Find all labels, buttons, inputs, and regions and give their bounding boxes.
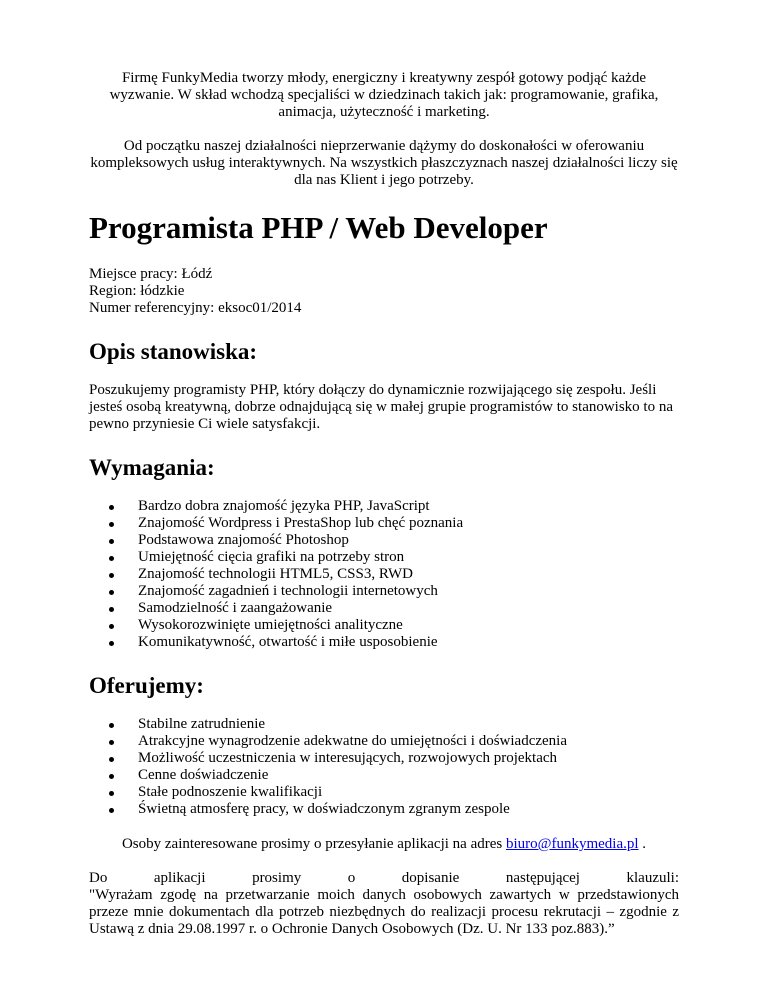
list-item: Samodzielność i zaangażowanie (138, 600, 679, 617)
clause-intro-line (89, 870, 679, 887)
list-item: Stałe podnoszenie kwalifikacji (138, 784, 679, 801)
list-item: Cenne doświadczenie (138, 767, 679, 784)
job-reference: Numer referencyjny: eksoc01/2014 (89, 300, 302, 316)
list-item: Atrakcyjne wynagrodzenie adekwatne do umiejętności i doświadczenia (138, 733, 679, 750)
job-location: Miejsce pracy: Łódź (89, 266, 213, 282)
list-item: Znajomość zagadnień i technologii internetowych (138, 583, 679, 600)
intro-paragraph-2: Od początku naszej działalności nieprzerwanie dążymy do doskonałości w oferowaniu kompleksowych usług interaktywnych. Na wszystkich płaszczyznach naszej działalności liczy się dla nas Klient i jego potrzeby. (90, 138, 678, 188)
clause-word: o (347, 870, 356, 886)
clause-word: dopisanie (401, 870, 460, 886)
description-text: Poszukujemy programisty PHP, który dołączy do dynamicznie rozwijającego się zespołu. Jeśli jesteś osobą kreatywną, dobrze odnajdującą się w małej grupie programistów to stanowisko to na pewno przyniesie Ci wiele satysfakcji. (89, 382, 674, 432)
requirements-heading: Wymagania: (89, 455, 215, 480)
job-region: Region: łódzkie (89, 283, 185, 299)
list-item: Podstawowa znajomość Photoshop (138, 532, 679, 549)
list-item: Znajomość Wordpress i PrestaShop lub chęć poznania (138, 515, 679, 532)
list-item: Wysokorozwinięte umiejętności analityczne (138, 617, 679, 634)
email-link[interactable]: biuro@funkymedia.pl (505, 836, 639, 852)
list-item: Komunikatywność, otwartość i miłe usposobienie (138, 634, 679, 651)
clause-word: klauzuli: (626, 870, 679, 886)
offer-list (89, 716, 679, 818)
contact-text-end: . (638, 836, 647, 852)
description-heading: Opis stanowiska: (89, 339, 258, 364)
intro-paragraph-1: Firmę FunkyMedia tworzy młody, energiczny i kreatywny zespół gotowy podjąć każde wyzwanie. W skład wchodzą specjaliści w dziedzinach takich jak: programowanie, grafika, animacja, użyteczność i marketing. (109, 70, 659, 120)
clause-text: "Wyrażam zgodę na przetwarzanie moich danych osobowych zawartych w przedstawionych przeze mnie dokumentach dla potrzeb niezbędnych do realizacji procesu rekrutacji – zgodnie z Ustawą z dnia 29.08.1997 r. o Ochronie Danych Osobowych (Dz. U. Nr 133 poz.883).” (89, 887, 679, 937)
contact-paragraph (89, 836, 679, 853)
clause-paragraph (89, 870, 679, 938)
list-item: Możliwość uczestniczenia w interesujących, rozwojowych projektach (138, 750, 679, 767)
requirements-list (89, 498, 679, 651)
clause-word: prosimy (252, 870, 302, 886)
list-item: Znajomość technologii HTML5, CSS3, RWD (138, 566, 679, 583)
contact-text: Osoby zainteresowane prosimy o przesyłanie aplikacji na adres (121, 836, 506, 852)
clause-word: Do (89, 870, 108, 886)
list-item: Świetną atmosferę pracy, w doświadczonym zgranym zespole (138, 801, 679, 818)
list-item: Stabilne zatrudnienie (138, 716, 679, 733)
job-title: Programista PHP / Web Developer (89, 210, 548, 245)
offer-heading: Oferujemy: (89, 673, 204, 698)
clause-word: następującej (505, 870, 580, 886)
list-item: Bardzo dobra znajomość języka PHP, JavaScript (138, 498, 679, 515)
clause-word: aplikacji (153, 870, 206, 886)
list-item: Umiejętność cięcia grafiki na potrzeby stron (138, 549, 679, 566)
